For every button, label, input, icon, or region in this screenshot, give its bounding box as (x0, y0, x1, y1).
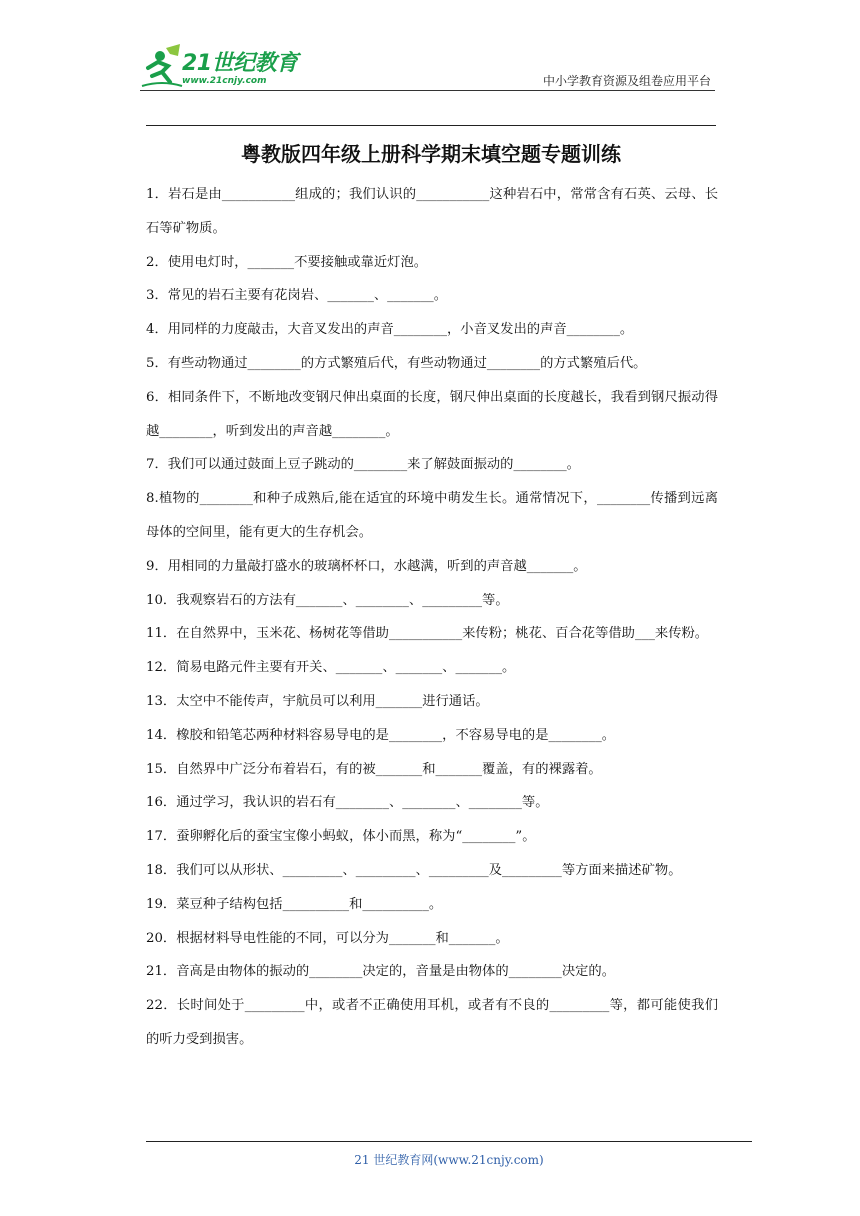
logo-url: www.21cnjy.com (182, 76, 267, 86)
footer-link[interactable]: 21 世纪教育网(www.21cnjy.com) (354, 1153, 544, 1167)
question-item: 4．用同样的力度敲击，大音叉发出的声音________，小音叉发出的声音________。 (146, 322, 634, 338)
header-divider (140, 90, 715, 91)
question-item: 3．常见的岩石主要有花岗岩、_______、_______。 (146, 288, 447, 304)
question-item: 6．相同条件下，不断地改变钢尺伸出桌面的长度，钢尺伸出桌面的长度越长，我看到钢尺振动得越________，听到发出的声音越________。 (146, 389, 718, 439)
question-item: 10．我观察岩石的方法有_______、________、_________等。 (146, 592, 509, 608)
question-item: 16．通过学习，我认识的岩石有________、________、________等。 (146, 795, 549, 811)
question-item: 18．我们可以从形状、_________、_________、_________及_________等方面来描述矿物。 (146, 862, 682, 878)
question-item: 13．太空中不能传声，宇航员可以利用_______进行通话。 (146, 693, 489, 709)
question-item: 12．简易电路元件主要有开关、_______、_______、_______。 (146, 660, 516, 676)
question-item: 9．用相同的力量敲打盛水的玻璃杯杯口，水越满，听到的声音越_______。 (146, 558, 587, 574)
header-platform-text: 中小学教育资源及组卷应用平台 (542, 74, 711, 88)
question-item: 2．使用电灯时，_______不要接触或靠近灯泡。 (146, 254, 428, 270)
logo (140, 42, 310, 92)
question-item: 5．有些动物通过________的方式繁殖后代，有些动物通过________的方式繁殖后代。 (146, 355, 647, 371)
question-item: 11．在自然界中，玉米花、杨树花等借助___________来传粉；桃花、百合花等借助___来传粉。 (146, 626, 709, 642)
logo-text: 21世纪教育 (182, 51, 298, 76)
question-item: 1．岩石是由___________组成的；我们认识的___________这种岩石中，常常含有石英、云母、长石等矿物质。 (146, 187, 718, 236)
question-item: 17．蚕卵孵化后的蚕宝宝像小蚂蚁，体小而黑，称为“________”。 (146, 829, 536, 845)
question-item: 8.植物的________和种子成熟后,能在适宜的环境中萌发生长。通常情况下，________传播到远离母体的空间里，能有更大的生存机会。 (146, 491, 718, 540)
question-item: 15．自然界中广泛分布着岩石，有的被_______和_______覆盖，有的裸露着。 (146, 761, 602, 777)
page-title: 粤教版四年级上册科学期末填空题专题训练 (241, 142, 621, 166)
page-header (140, 42, 715, 92)
question-item: 21．音高是由物体的振动的________决定的，音量是由物体的________决定的。 (146, 964, 616, 980)
runner-logo-icon (140, 42, 184, 92)
question-item: 19．菜豆种子结构包括__________和__________。 (146, 896, 443, 912)
question-item: 22．长时间处于_________中，或者不正确使用耳机，或者有不良的_________等，都可能使我们的听力受到损害。 (146, 998, 718, 1047)
question-item: 7．我们可以通过鼓面上豆子跳动的________来了解鼓面振动的________。 (146, 457, 580, 473)
title-divider (146, 125, 716, 126)
question-item: 14．橡胶和铅笔芯两种材料容易导电的是________，不容易导电的是________。 (146, 727, 616, 743)
footer-divider (146, 1141, 752, 1142)
question-list (146, 178, 718, 1057)
question-item: 20．根据材料导电性能的不同，可以分为_______和_______。 (146, 930, 509, 946)
